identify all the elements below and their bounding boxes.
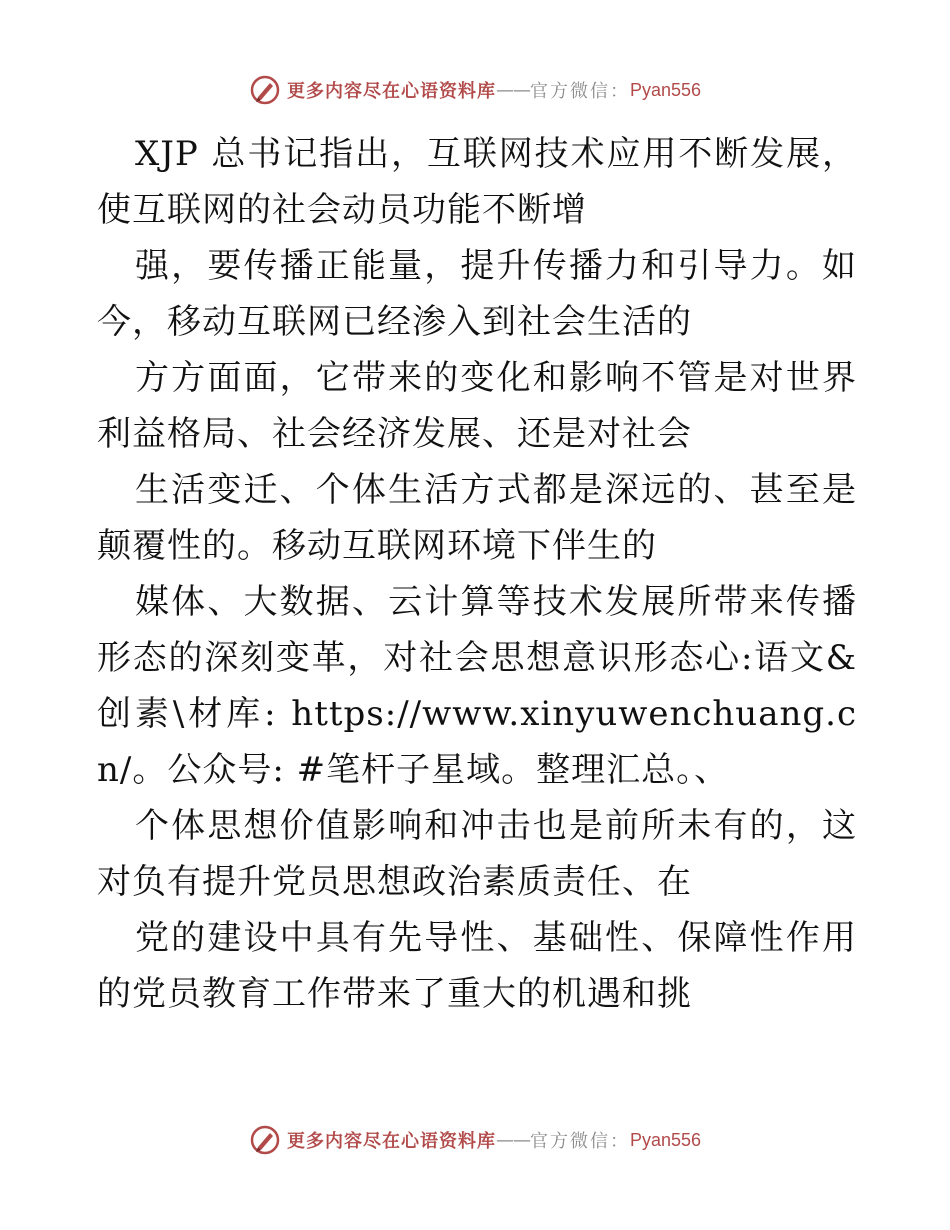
pen-logo-icon (249, 1124, 281, 1156)
paragraph-4: 生活变迁、个体生活方式都是深远的、甚至是颠覆性的。移动互联网环境下伴生的 (97, 470, 857, 566)
paragraph-2: 强，要传播正能量，提升传播力和引导力。如今，移动互联网已经渗入到社会生活的 (97, 246, 857, 342)
pen-logo-icon (249, 74, 281, 106)
header-wechat-label: 官方微信： (529, 81, 630, 102)
header-main-text: 更多内容尽在心语资料库 (286, 81, 496, 102)
footer-wechat-id: Pyan556 (629, 1129, 702, 1150)
document-body (97, 126, 857, 1022)
header-wechat-id: Pyan556 (629, 79, 702, 100)
paragraph-6: 个体思想价值影响和冲击也是前所未有的，这对负有提升党员思想政治素质责任、在 (97, 806, 857, 902)
paragraph-5: 媒体、大数据、云计算等技术发展所带来传播形态的深刻变革，对社会思想意识形态心:语文&创素\材库: https://www.xinyuwenchuang.cn/。公众号: #笔杆子星域。整理汇总。、 (97, 582, 857, 790)
footer-wechat-label: 官方微信： (529, 1131, 630, 1152)
footer-main-text: 更多内容尽在心语资料库 (286, 1131, 496, 1152)
header-separator: —— (495, 79, 530, 101)
footer-separator: —— (495, 1129, 530, 1151)
paragraph-1: XJP 总书记指出，互联网技术应用不断发展，使互联网的社会动员功能不断增 (97, 134, 857, 230)
page-footer-banner (0, 1122, 950, 1158)
page-header-banner (0, 72, 950, 108)
paragraph-3: 方方面面，它带来的变化和影响不管是对世界利益格局、社会经济发展、还是对社会 (97, 358, 857, 454)
paragraph-7: 党的建设中具有先导性、基础性、保障性作用的党员教育工作带来了重大的机遇和挑 (97, 918, 857, 1014)
